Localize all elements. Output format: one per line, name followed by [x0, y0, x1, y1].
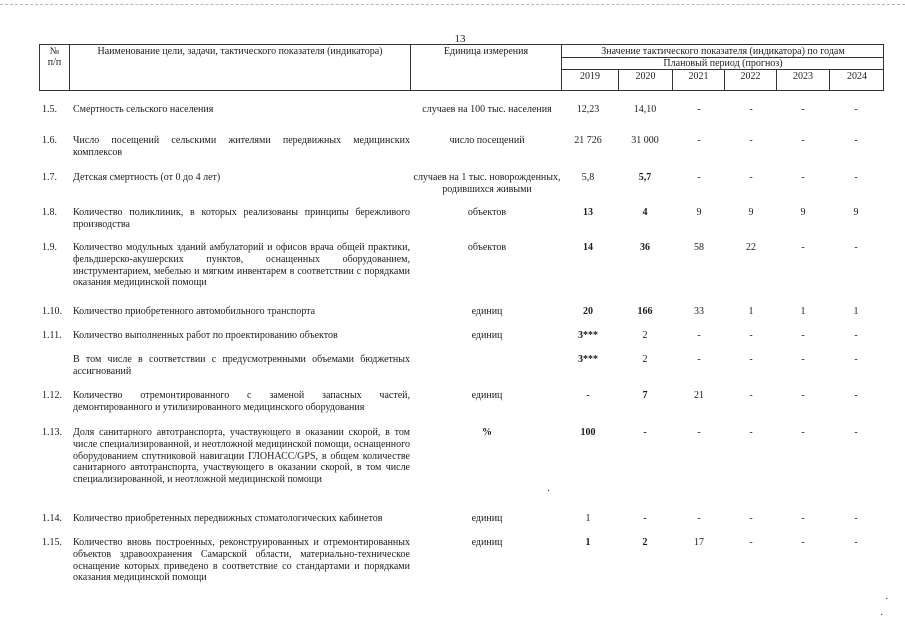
value-2023: 1: [800, 306, 806, 317]
value-2023: -: [801, 354, 805, 365]
value-2020: 2: [642, 537, 648, 548]
value-2022: 1: [748, 306, 754, 317]
row-number: 1.14.: [42, 513, 62, 524]
row-number: 1.5.: [42, 104, 57, 115]
value-2023: -: [801, 330, 805, 341]
value-2023: -: [801, 172, 805, 183]
row-number: 1.10.: [42, 306, 62, 317]
row-name: В том числе в соответствии с предусмотренными объемами бюджетных ассигнований: [73, 354, 410, 377]
value-2020: 5,7: [638, 172, 652, 183]
header-name: Наименование цели, задачи, тактического показателя (индикатора): [97, 46, 383, 57]
value-2020: 2: [642, 354, 648, 365]
row-unit: объектов: [467, 207, 507, 218]
row-unit: %: [482, 427, 492, 438]
value-2020: -: [643, 427, 647, 438]
row-number: 1.7.: [42, 172, 57, 183]
value-2021: 21: [694, 390, 704, 401]
row-number: 1.11.: [42, 330, 62, 341]
value-2022: 22: [746, 242, 756, 253]
value-2019: 12,23: [576, 104, 600, 115]
value-2022: -: [749, 537, 753, 548]
header-year-2019: 2019: [580, 71, 600, 82]
value-2022: -: [749, 330, 753, 341]
header-unit: Единица измерения: [443, 46, 529, 57]
value-2020: -: [643, 513, 647, 524]
value-2024: -: [854, 242, 858, 253]
row-unit: случаев на 100 тыс. населения: [422, 104, 552, 115]
value-2023: -: [801, 135, 805, 146]
value-2022: -: [749, 427, 753, 438]
value-2022: -: [749, 354, 753, 365]
header-year-2021: 2021: [688, 71, 709, 82]
row-unit: единиц: [471, 537, 503, 548]
value-2021: 33: [694, 306, 704, 317]
row-number: 1.15.: [42, 537, 62, 548]
value-2024: -: [854, 390, 858, 401]
value-2024: -: [854, 104, 858, 115]
value-2019: 3***: [578, 354, 598, 365]
value-2019: -: [586, 390, 590, 401]
header-value-title: Значение тактического показателя (индикатора) по годам: [601, 46, 845, 57]
row-name: Количество вновь построенных, реконструированных и отремонтированных объектов здравоохранения Самарской области, материально-техническое оснащение которых приведено в соответствие со стандартами и порядками оказания медицинской помощи: [73, 537, 410, 584]
value-2022: -: [749, 172, 753, 183]
value-2021: -: [697, 354, 701, 365]
scan-top-edge: [0, 4, 905, 5]
value-2021: -: [697, 513, 701, 524]
value-2019: 5,8: [581, 172, 595, 183]
value-2019: 3***: [578, 330, 598, 341]
value-2019: 1: [585, 513, 591, 524]
page-number: 13: [454, 33, 466, 45]
value-2020: 7: [642, 390, 648, 401]
header-period: Плановый период (прогноз): [663, 58, 783, 69]
value-2021: 9: [696, 207, 702, 218]
row-number: 1.12.: [42, 390, 62, 401]
row-unit: объектов: [467, 242, 507, 253]
value-2019: 13: [583, 207, 593, 218]
value-2023: 9: [800, 207, 806, 218]
value-2022: -: [749, 104, 753, 115]
value-2023: -: [801, 513, 805, 524]
header-year-2022: 2022: [740, 71, 761, 82]
scan-speck: ·: [885, 594, 889, 605]
value-2022: 9: [748, 207, 754, 218]
value-2024: 9: [853, 207, 859, 218]
row-name: Число посещений сельскими жителями передвижных медицинских комплексов: [73, 135, 410, 158]
row-number: 1.8.: [42, 207, 57, 218]
value-2024: -: [854, 427, 858, 438]
value-2019: 14: [583, 242, 593, 253]
value-2021: -: [697, 330, 701, 341]
header-year-2023: 2023: [793, 71, 813, 82]
value-2021: -: [697, 104, 701, 115]
scan-speck: ·: [547, 486, 551, 497]
value-2020: 31 000: [631, 135, 659, 146]
row-unit: единиц: [471, 330, 503, 341]
value-2023: -: [801, 537, 805, 548]
value-2023: -: [801, 427, 805, 438]
value-2022: -: [749, 390, 753, 401]
value-2023: -: [801, 104, 805, 115]
value-2021: 17: [694, 537, 704, 548]
header-year-2024: 2024: [847, 71, 867, 82]
value-2024: -: [854, 354, 858, 365]
scan-speck: ·: [880, 610, 884, 621]
value-2024: -: [854, 135, 858, 146]
row-name: Количество приобретенного автомобильного транспорта: [73, 306, 316, 317]
value-2021: 58: [694, 242, 704, 253]
row-name: Количество поликлиник, в которых реализованы принципы бережливого производства: [73, 207, 410, 230]
value-2024: -: [854, 513, 858, 524]
row-number: 1.9.: [42, 242, 57, 253]
row-unit: число посещений: [449, 135, 525, 146]
value-2024: -: [854, 330, 858, 341]
row-unit: единиц: [471, 513, 503, 524]
value-2020: 36: [640, 242, 650, 253]
value-2020: 2: [642, 330, 648, 341]
row-number: 1.13.: [42, 427, 62, 438]
row-name: Количество выполненных работ по проектированию объектов: [73, 330, 338, 341]
row-unit: единиц: [471, 390, 503, 401]
value-2021: -: [697, 172, 701, 183]
row-unit: случаев на 1 тыс. новорожденных, родившихся живыми: [413, 172, 561, 195]
row-number: 1.6.: [42, 135, 57, 146]
value-2019: 21 726: [574, 135, 602, 146]
value-2022: -: [749, 135, 753, 146]
value-2024: 1: [853, 306, 859, 317]
value-2019: 20: [583, 306, 593, 317]
value-2022: -: [749, 513, 753, 524]
value-2019: 100: [580, 427, 596, 438]
value-2021: -: [697, 135, 701, 146]
row-unit: единиц: [471, 306, 503, 317]
row-name: Детская смертность (от 0 до 4 лет): [73, 172, 221, 183]
header-year-2020: 2020: [635, 71, 656, 82]
value-2023: -: [801, 242, 805, 253]
value-2023: -: [801, 390, 805, 401]
row-name: Количество модульных зданий амбулаторий и офисов врача общей практики, фельдшерско-акушерских пунктов, оснащенных оборудованием, инструментарием, мебелью и мягким инвентарем в соответствии с порядками оказания медицинской помощи: [73, 242, 410, 289]
value-2020: 166: [637, 306, 653, 317]
row-name: Смертность сельского населения: [73, 104, 214, 115]
value-2024: -: [854, 537, 858, 548]
value-2019: 1: [585, 537, 591, 548]
row-name: Количество приобретенных передвижных стоматологических кабинетов: [73, 513, 383, 524]
value-2024: -: [854, 172, 858, 183]
row-name: Доля санитарного автотранспорта, участвующего в оказании скорой, в том числе специализированной, и неотложной медицинской помощи, оснащенного оборудованием спутниковой навигации ГЛОНАСС/GPS, в общем количестве санитарного автотранспорта, участвующего в оказании скорой, в том числе специализированной, и неотложной медицинской помощи: [73, 427, 410, 486]
value-2020: 4: [642, 207, 648, 218]
value-2020: 14,10: [633, 104, 657, 115]
header-num: № п/п: [47, 46, 62, 68]
value-2021: -: [697, 427, 701, 438]
row-name: Количество отремонтированного с заменой запасных частей, демонтированного и утилизированного медицинского оборудования: [73, 390, 410, 413]
